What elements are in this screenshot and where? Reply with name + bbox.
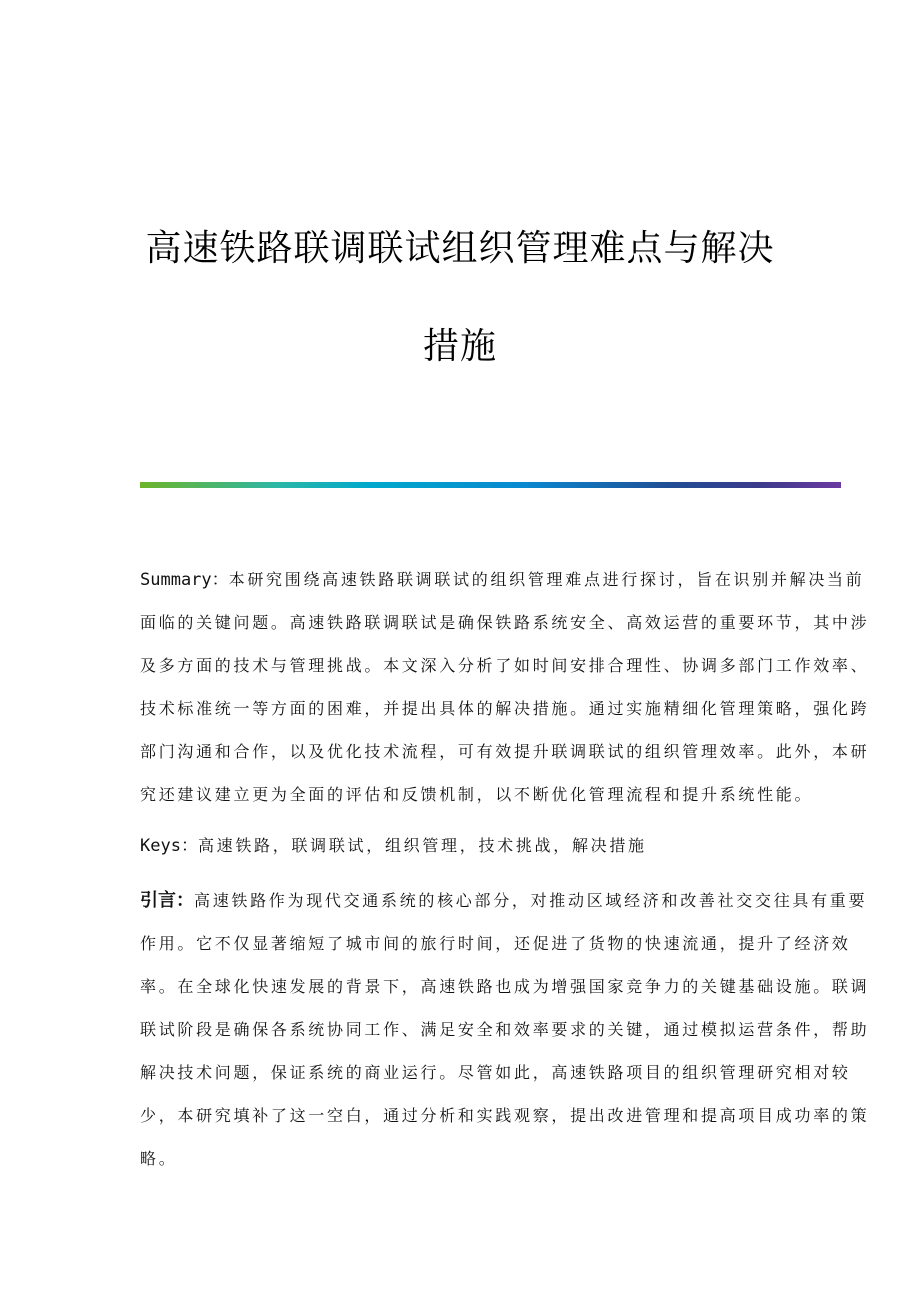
summary-line: 面临的关键问题。高速铁路联调联试是确保铁路系统安全、高效运营的重要环节，其中涉 xyxy=(140,613,870,632)
gradient-divider xyxy=(140,482,841,488)
keys-line xyxy=(140,836,647,856)
intro-line: 率。在全球化快速发展的背景下，高速铁路也成为增强国家竞争力的关键基础设施。联调 xyxy=(140,977,870,996)
summary-line: 及多方面的技术与管理挑战。本文深入分析了如时间安排合理性、协调多部门工作效率、 xyxy=(140,656,870,675)
document-title-line-1: 高速铁路联调联试组织管理难点与解决 xyxy=(145,228,775,269)
document-title-line-2: 措施 xyxy=(422,326,497,367)
summary-line: 技术标准统一等方面的困难，并提出具体的解决措施。通过实施精细化管理策略，强化跨 xyxy=(140,699,870,718)
intro-line: 联试阶段是确保各系统协同工作、满足安全和效率要求的关键，通过模拟运营条件，帮助 xyxy=(140,1020,870,1039)
summary-line: 究还建议建立更为全面的评估和反馈机制，以不断优化管理流程和提升系统性能。 xyxy=(140,785,814,804)
summary-text: 本研究围绕高速铁路联调联试的组织管理难点进行探讨，旨在识别并解决当前 xyxy=(228,570,865,589)
intro-line xyxy=(140,891,867,911)
intro-line: 少，本研究填补了这一空白，通过分析和实践观察，提出改进管理和提高项目成功率的策 xyxy=(140,1106,870,1125)
summary-label: Summary： xyxy=(140,570,229,590)
keys-label: Keys： xyxy=(140,836,198,856)
intro-line: 解决技术问题，保证系统的商业运行。尽管如此，高速铁路项目的组织管理研究相对较 xyxy=(140,1063,851,1082)
intro-label: 引言： xyxy=(140,890,194,911)
intro-text: 高速铁路作为现代交通系统的核心部分，对推动区域经济和改善社交交往具有重要 xyxy=(194,891,868,910)
summary-line: 部门沟通和合作，以及优化技术流程，可有效提升联调联试的组织管理效率。此外，本研 xyxy=(140,742,870,761)
intro-line: 略。 xyxy=(140,1149,178,1168)
intro-line: 作用。它不仅显著缩短了城市间的旅行时间，还促进了货物的快速流通，提升了经济效 xyxy=(140,934,851,953)
summary-line xyxy=(140,570,864,590)
keys-text: 高速铁路，联调联试，组织管理，技术挑战，解决措施 xyxy=(197,836,647,855)
